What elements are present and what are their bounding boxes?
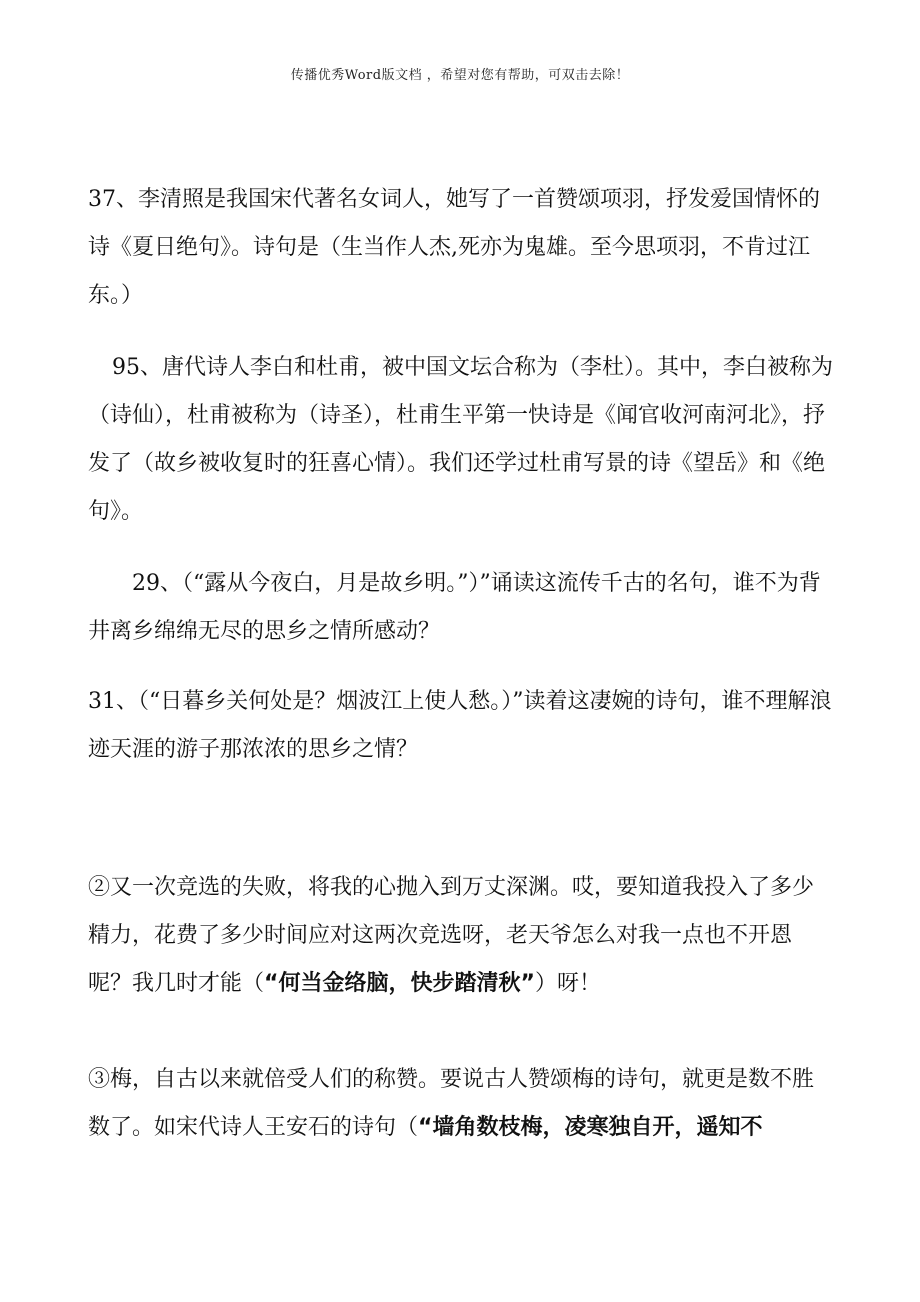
paragraph-29: 29、（“露从今夜白，月是故乡明。”）”诵读这流传千古的名句，谁不为背井离乡绵绵无尽的思乡之情所感动？: [88, 571, 821, 644]
page-header: 传播优秀Word版文档 ，希望对您有帮助，可双击去除！: [290, 68, 630, 83]
paragraph-31: 31、（“日暮乡关何处是？烟波江上使人愁。）”读着这凄婉的诗句，谁不理解浪迹天涯的游子那浓浓的思乡之情？: [88, 689, 832, 762]
poem-quote-bold: “何当金络脑，快步踏清秋”: [264, 971, 535, 996]
poem-quote-bold: “墙角数枝梅，凌寒独自开，遥知不: [418, 1115, 763, 1140]
paragraph-circled-3-text: ③梅，自古以来就倍受人们的称赞。要说古人赞颂梅的诗句，就更是数不胜数了。如宋代诗人王安石的诗句（: [88, 1067, 815, 1140]
paragraph-95: 95、唐代诗人李白和杜甫，被中国文坛合称为（李杜）。其中，李白被称为（诗仙），杜甫被称为（诗圣），杜甫生平第一快诗是《闻官收河南河北》，抒发了（故乡被收复时的狂喜心情）。我们还学过杜甫写景的诗《望岳》和《绝句》。: [88, 355, 833, 524]
paragraph-circled-2-end: ）呀！: [534, 971, 601, 996]
paragraph-circled-3: [88, 1056, 834, 1152]
paragraph-circled-2: [88, 864, 834, 1008]
paragraph-37: 37、李清照是我国宋代著名女词人，她写了一首赞颂项羽，抒发爱国情怀的诗《夏日绝句》。诗句是（生当作人杰,死亦为鬼雄。至今思项羽，不肯过江东。）: [88, 187, 820, 308]
paragraph-circled-2-text: ②又一次竞选的失败，将我的心抛入到万丈深渊。哎，要知道我投入了多少精力，花费了多少时间应对这两次竞选呀，老天爷怎么对我一点也不开恩呢？我几时才能（: [88, 875, 815, 996]
